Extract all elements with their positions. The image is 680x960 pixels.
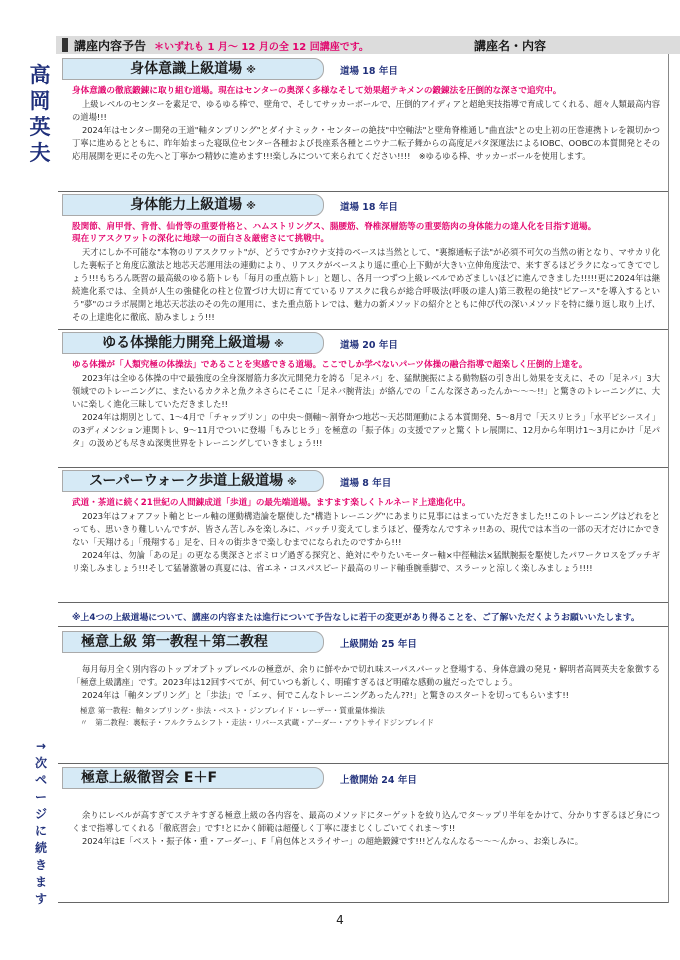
body-paragraph: 2024年はE「ベスト・振子体・重・アーダー」、F「肩包体とスライサー」の超絶鍛錬です!!!どんなんなる～～～んかっ、お楽しみに。 (81, 836, 584, 846)
body-paragraph: 2024年はセンター開発の王道"軸タンブリング"とダイナミック・センターの絶技"中空軸法"と壁角脊椎通し"曲直法"との史上初の圧巻連携トレを親切かつ丁寧に進めるとともに、昨年始まった寝臥位センター各種および長座系各種とニウナ二転子舞からの高度足パタ深運法によるIOBC、OOBCの本質開発とその応用展開を更にその先へと丁寧かつ精妙に進めます!!!楽しみについて来られてください!!!! ※ゆるゆる棒、サッカーボールを使用します。 (72, 125, 660, 161)
course-meta: 道場 20 年目 (340, 340, 398, 351)
course-title-tab (62, 470, 324, 492)
next-char: 続 (34, 841, 47, 855)
course-mark: ※ (274, 339, 284, 350)
body-paragraph: 上級レベルのセンターを素足で、ゆるゆる棒で、壁角で、そしてサッカーボールで、圧倒的アイディアと超絶実技指導で育成してくれる、超々人類最高内容の道場!!! (72, 99, 661, 122)
subject-line: 極意 第一教程：軸タンブリング・歩法・ベスト・ジンブレイド・レーザー・質重量体操法 (80, 706, 385, 715)
course-mark: ※ (246, 65, 256, 76)
course-section (58, 332, 668, 468)
body-paragraph: 2024年は期別として、1～4月で「チャップリン」の中央～側軸～割脊かつ地芯～天芯間運動による本質開発、5～8月で「天スリヒラ」「水平ピシースイ」の3ディメンション連関トレ、9～11月でついに登場「もみじヒラ」を極意の「振子体」の支援でアッと驚くトレ展開に、12月から年明け1～3月にかけ「足パタ」の汲めども尽きぬ深奥世界をトレーニングしていきましょう!!! (72, 412, 660, 448)
body-paragraph: 2023年はフォアフット軸とヒール軸の運動構造論を駆使した"構造トレーニング"にあまりに見事にはまっていただきました!!このトレーニングはどれをとっても、思いきり難しいんですが、皆さん苦しみを楽しみに、バッチリ変えてしまうほど、優秀なんですネッ!!あの、現代では本当の一部の天才だけにかできない「天翔ける」「飛翔する」足を、日々の街歩きで楽しむまでになられたのですから!!! (72, 511, 660, 547)
course-body (72, 98, 660, 163)
course-name: 極意上級徹習会 (81, 770, 179, 786)
right-border-line (668, 54, 669, 903)
subject-line: 〃 第二教程：裏転子・フルクラムシフト・走法・リバース武蔵・アーダー・アウトサイドジンブレイド (80, 717, 435, 727)
next-char: ジ (34, 807, 47, 821)
course-name-suffix: 第一教程＋第二教程 (141, 634, 268, 650)
body-paragraph: 2024年は、勿論「あの足」の更なる奥深さとボミロゾ過ぎる探究と、絶対にやりたいモーター軸×中徑軸法×猛獣腕振を駆使したパワークロスをブッチギリ楽しみましょう!!!そして猛暑激暑の真夏には、省エネ・コスパスピード最高のリード軸垂腕垂脚で、スラーッと涼しく楽しみましょう!!!! (72, 550, 660, 573)
course-schedule-header (56, 36, 680, 54)
name-char: 高 (29, 63, 51, 87)
page-number: 4 (336, 913, 344, 927)
course-body (72, 809, 660, 848)
header-title: 講座内容予告 (74, 38, 147, 53)
body-paragraph: 2023年は全ゆる体操の中で最強度の全身深層筋力多次元開発力を誇る「足ネバ」を、猛獣腕振による動物脳の引き出し効果を支えに、その「足ネバ」3大領域でのトレーニングに、またいるカクネと魚クネさらにそこに「足ネバ腕背法」が絡んでの「こんな深さあったんか～～～!!」と驚きのトレーニングに、大いに楽しく進化三昧していただきました!! (72, 373, 660, 409)
body-paragraph: 毎月毎月全く別内容のトップオブトップレベルの極意が、余りに鮮やかで切れ味スーパスパーッと登場する、身体意識の発見・解明者高岡英夫を象徴する「極意上級講座」です。2023年は12回すべてが、何ていつも新しく、明確すぎるほど明確な感動の嵐だったでしょう。 (72, 664, 660, 687)
course-section (58, 58, 668, 192)
course-lead: 身体意識の徹底鍛錬に取り組む道場。現在はセンターの奥深く多様なそして効果超テキメンの鍛錬法を圧倒的な深さで追究中。 (72, 86, 562, 96)
course-mark: ※ (287, 477, 297, 488)
next-char: ま (34, 875, 47, 889)
body-paragraph: 余りにレベルが高すぎてステキすぎる極意上級の各内容を、最高のメソッドにターゲットを絞り込んでタ～ップリ半年をかけて、分かりすぎるほど身につくまで指導してくれる「徹底習会」です!とにかく師範は超優しく丁寧に凄まじくしごいてくれま～す!! (72, 810, 660, 833)
instructor-name (26, 62, 54, 166)
course-name: 極意上級 (81, 634, 137, 650)
course-section (58, 631, 668, 764)
course-meta: 上級開始 25 年目 (340, 639, 417, 650)
next-char: ペ (34, 773, 47, 787)
course-section (58, 767, 668, 903)
course-lead: ゆる体操が「人類究極の体操法」であることを実感できる道場。ここでしか学べないパーツ体操の融合指導で超楽しく圧倒的上達を。 (72, 360, 588, 370)
course-meta: 道場 18 年目 (340, 66, 398, 77)
header-note: ＊いずれも 1 月～ 12 月の全 12 回講座です。 (154, 41, 369, 53)
course-title-tab (62, 58, 324, 80)
course-body (72, 663, 660, 702)
next-char: に (34, 824, 47, 838)
arrow-right-icon: → (35, 739, 47, 753)
course-mark: ※ (246, 201, 256, 212)
continued-next-page (30, 738, 52, 908)
course-body (72, 510, 660, 575)
course-meta: 上徹開始 24 年目 (340, 775, 417, 786)
body-paragraph: 天才にしか不可能な"本物のリアスクワット"が、どうですか?ウナ支持のベースは当然として、"裏擦通転子法"が必須不可欠の当然の術となり、マサカリ化した裏転子と角度広激法と地芯天芯運用法の連動により、リアスクがベースより遥に重心上下動が大きい立伸角度法で、来すぎるほどラクになってきてでしょう!!!もちろん既習の最高級のゆる筋トレも「毎月の重点筋トレ」と題し、各月一つずつ上級レベルでめざましいほどに進んできました!!!!!更に2024年は継続進化系では、全員が人生の強健化の柱と位置づけ大切に育てているリアスクに我らが総合呼吸法(呼吸の達人)第三教程の絶技"ピアース"を導入するという"夢"のコラボ展開と地芯天芯法のその先の運用に、また重点筋トレでは、魅力の新メソッドの紹介とともに伸び代の深いメソッドを特に繰り返し取り上げ、その上達進化に徹底、励みましょう!!! (72, 247, 660, 322)
course-name: スーパーウォーク歩道上級道場 (89, 473, 284, 489)
course-lead: 股関節、肩甲骨、背骨、仙骨等の重要骨格と、ハムストリングス、腸腰筋、脊椎深層筋等の重要筋肉の身体能力の達人化を目指す道場。 (72, 222, 597, 232)
course-meta: 道場 18 年目 (340, 202, 398, 213)
name-char: 英 (29, 115, 51, 139)
course-body (72, 372, 660, 450)
course-section (58, 470, 668, 603)
course-lead: 現在リアスクワットの深化に地球一の面白さ＆厳密さにて挑戦中。 (72, 234, 330, 244)
next-char: す (34, 892, 47, 906)
course-name: 身体能力上級道場 (130, 197, 243, 213)
course-title-tab (62, 332, 324, 354)
body-paragraph: 2024年は「軸タンブリング」と「歩法」で「エッ、何でこんなトレーニングあったん??!」と驚きのスタートを切ってもらいます!! (81, 690, 569, 700)
course-lead: 武道・茶道に続く21世紀の人間錬成道「歩道」の最先端道場。ますます楽しくトルネード上達進化中。 (72, 498, 471, 508)
course-subjects (80, 705, 660, 728)
course-name: ゆる体操能力開発上級道場 (102, 335, 271, 351)
course-section (58, 194, 668, 330)
change-notice: ※上4つの上級道場について、講座の内容または進行について予告なしに若干の変更があり得ることを、ご了解いただくようお願いいたします。 (58, 603, 668, 627)
course-meta: 道場 8 年目 (340, 478, 392, 489)
course-title-tab (62, 767, 324, 789)
name-char: 岡 (29, 89, 51, 113)
name-char: 夫 (29, 141, 51, 165)
header-marker (62, 38, 68, 52)
next-char: ー (34, 790, 47, 804)
next-char: 次 (34, 756, 47, 770)
header-column-label: 講座名・内容 (474, 38, 547, 53)
course-name-suffix: E＋F (183, 770, 218, 786)
course-name: 身体意識上級道場 (130, 61, 243, 77)
course-title-tab (62, 194, 324, 216)
next-char: き (34, 858, 47, 872)
course-body (72, 246, 660, 324)
course-title-tab (62, 631, 324, 653)
